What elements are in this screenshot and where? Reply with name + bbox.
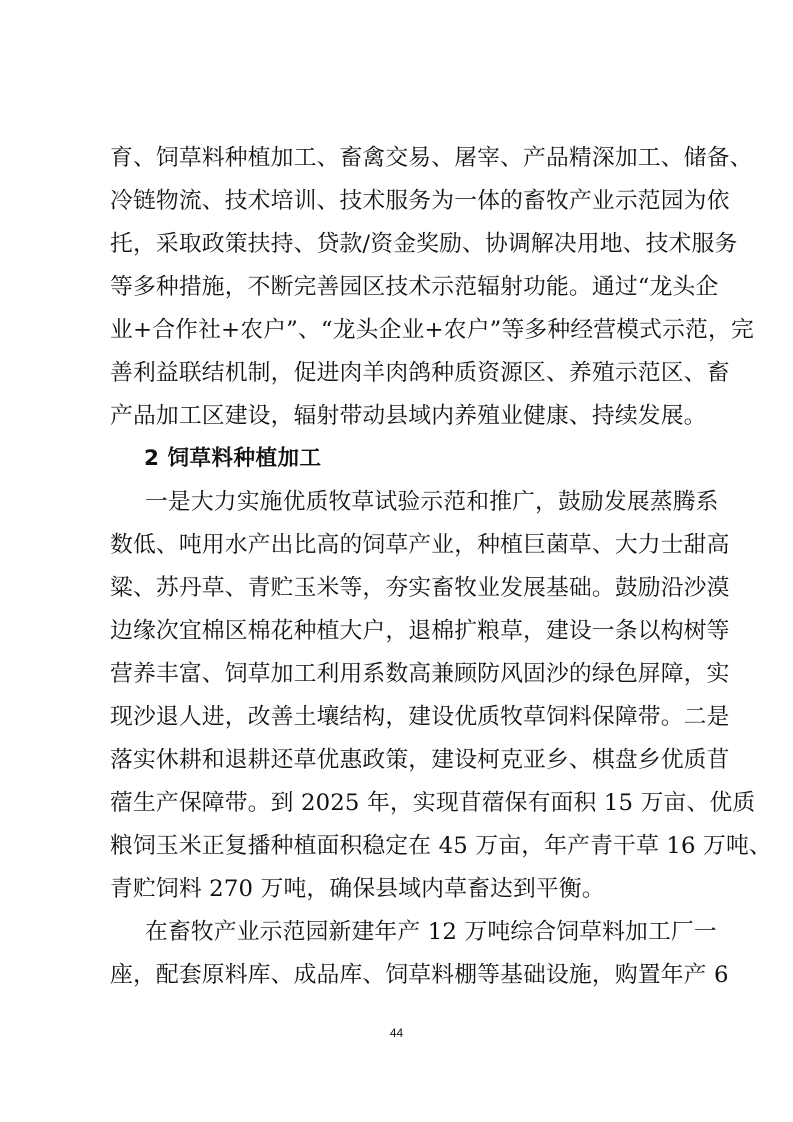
paragraph-2-line-9: 粮饲玉米正复播种植面积稳定在 45 万亩，年产青干草 16 万吨、 [110, 833, 772, 859]
page-number: 44 [389, 1026, 404, 1040]
paragraph-2-line-10: 青贮饲料 270 万吨，确保县域内草畜达到平衡。 [110, 876, 605, 902]
paragraph-2-line-7: 落实休耕和退耕还草优惠政策，建设柯克亚乡、棋盘乡优质苜 [110, 747, 730, 773]
paragraph-1-line-3: 托，采取政策扶持、贷款/资金奖励、协调解决用地、技术服务 [110, 231, 738, 257]
paragraph-1-line-5: 业+合作社+农户”、“龙头企业+农户”等多种经营模式示范，完 [110, 317, 754, 343]
paragraph-2-line-5: 营养丰富、饲草加工利用系数高兼顾防风固沙的绿色屏障，实 [110, 661, 730, 687]
section-heading: 2 饲草料种植加工 [144, 446, 322, 471]
paragraph-2-line-8: 蓿生产保障带。到 2025 年，实现苜蓿保有面积 15 万亩、优质 [110, 790, 756, 816]
paragraph-2-line-1: 一是大力实施优质牧草试验示范和推广，鼓励发展蒸腾系 [122, 489, 719, 515]
paragraph-2-line-3: 粱、苏丹草、青贮玉米等，夯实畜牧业发展基础。鼓励沿沙漠 [110, 575, 730, 601]
paragraph-2-line-2: 数低、吨用水产出比高的饲草产业，种植巨菌草、大力士甜高 [110, 532, 730, 558]
paragraph-1-line-6: 善利益联结机制，促进肉羊肉鸽种质资源区、养殖示范区、畜 [110, 360, 730, 386]
paragraph-3-line-1: 在畜牧产业示范园新建年产 12 万吨综合饲草料加工厂一 [122, 919, 717, 945]
paragraph-3-line-2: 座，配套原料库、成品库、饲草料棚等基础设施，购置年产 6 [110, 962, 729, 988]
paragraph-1-line-2: 冷链物流、技术培训、技术服务为一体的畜牧产业示范园为依 [110, 188, 730, 214]
paragraph-1-line-7: 产品加工区建设，辐射带动县域内养殖业健康、持续发展。 [110, 403, 707, 429]
paragraph-1-line-1: 育、饲草料种植加工、畜禽交易、屠宰、产品精深加工、储备、 [110, 145, 753, 171]
paragraph-1-line-4: 等多种措施，不断完善园区技术示范辐射功能。通过“龙头企 [110, 274, 719, 300]
paragraph-2-line-4: 边缘次宜棉区棉花种植大户，退棉扩粮草，建设一条以构树等 [110, 618, 730, 644]
paragraph-2-line-6: 现沙退人进，改善土壤结构，建设优质牧草饲料保障带。二是 [110, 704, 730, 730]
